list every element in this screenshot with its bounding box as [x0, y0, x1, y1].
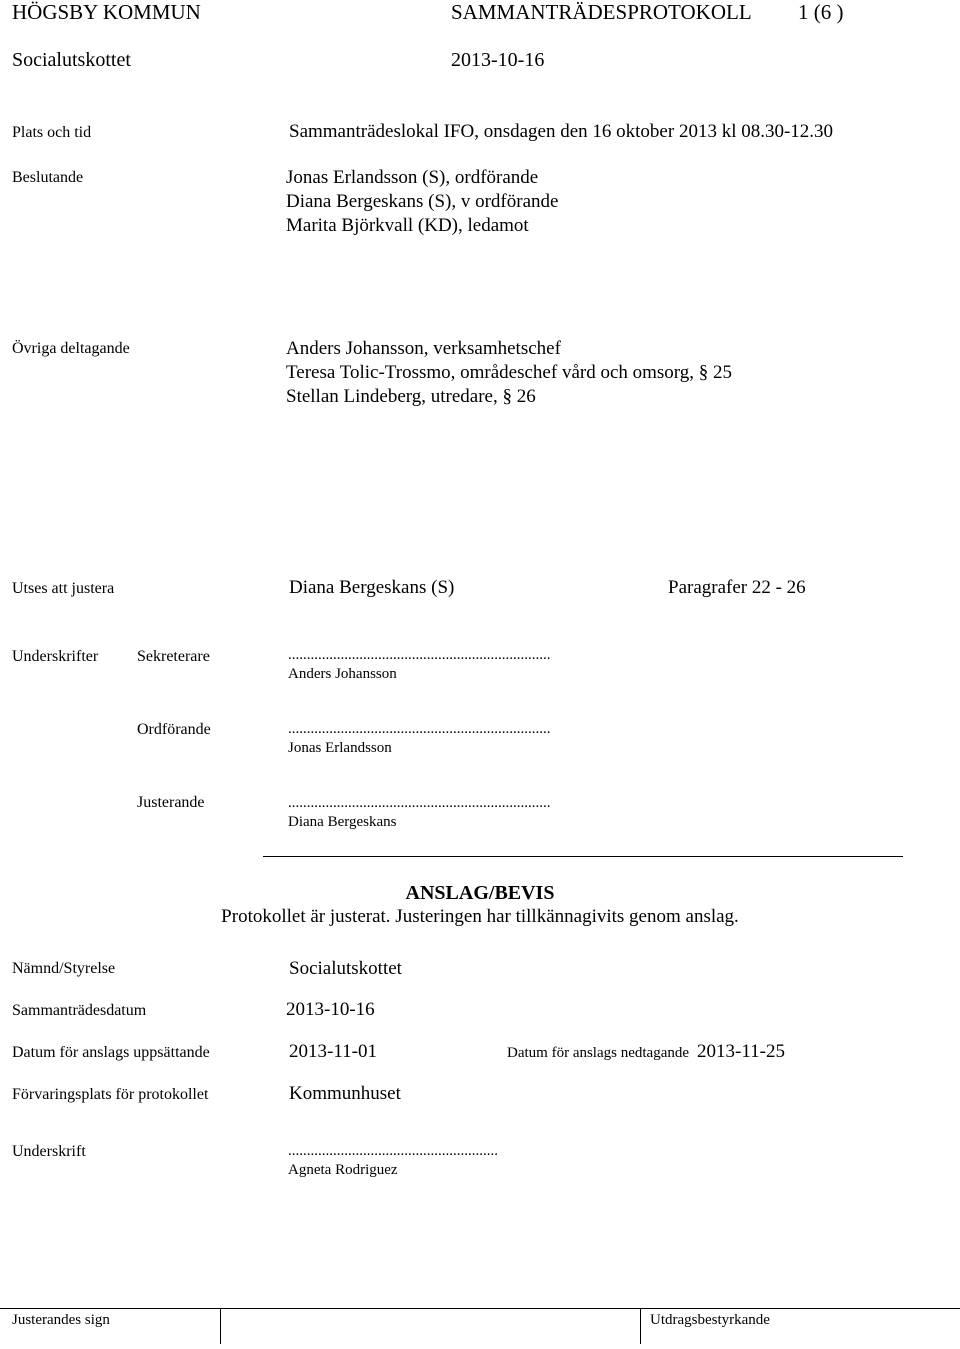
- storage-label: Förvaringsplats för protokollet: [12, 1086, 209, 1103]
- adjust-paragraphs: Paragrafer 22 - 26: [668, 577, 806, 598]
- other-participant: Teresa Tolic-Trossmo, områdeschef vård och omsorg, § 25: [286, 362, 733, 383]
- municipality-name: HÖGSBY KOMMUN: [12, 0, 201, 24]
- place-label: Plats och tid: [12, 124, 92, 141]
- adjuster-name: Diana Bergeskans: [288, 814, 397, 830]
- meeting-date-label: Sammanträdesdatum: [12, 1002, 147, 1019]
- document-type: SAMMANTRÄDESPROTOKOLL: [451, 0, 752, 24]
- removed-date-label: Datum för anslags nedtagande: [507, 1045, 690, 1061]
- posted-date-value: 2013-11-01: [289, 1041, 377, 1062]
- footer-adjuster-sign: Justerandes sign: [12, 1312, 110, 1328]
- removed-date-value: 2013-11-25: [697, 1041, 785, 1062]
- decision-maker: Jonas Erlandsson (S), ordförande: [286, 167, 539, 188]
- notice-signature-label: Underskrift: [12, 1143, 86, 1160]
- chair-name: Jonas Erlandsson: [288, 740, 392, 756]
- secretary-name: Anders Johansson: [288, 666, 397, 682]
- footer-divider-left: [220, 1308, 221, 1344]
- signatures-label: Underskrifter: [12, 648, 99, 665]
- page-number: 1 (6 ): [798, 0, 844, 24]
- place-value: Sammanträdeslokal IFO, onsdagen den 16 oktober 2013 kl 08.30-12.30: [289, 121, 834, 142]
- notice-title: ANSLAG/BEVIS: [405, 882, 555, 904]
- decision-makers-label: Beslutande: [12, 169, 84, 186]
- signature-line: ......................................................................: [288, 647, 551, 663]
- meeting-date: 2013-10-16: [451, 49, 545, 71]
- other-participants-label: Övriga deltagande: [12, 340, 130, 357]
- decision-maker: Diana Bergeskans (S), v ordförande: [286, 191, 559, 212]
- board-label: Nämnd/Styrelse: [12, 960, 116, 977]
- signature-line: ........................................................: [288, 1143, 498, 1159]
- decision-maker: Marita Björkvall (KD), ledamot: [286, 215, 529, 236]
- signature-line: ......................................................................: [288, 795, 551, 811]
- other-participant: Stellan Lindeberg, utredare, § 26: [286, 386, 536, 407]
- posted-date-label: Datum för anslags uppsättande: [12, 1044, 210, 1061]
- other-participant: Anders Johansson, verksamhetschef: [286, 338, 561, 359]
- adjuster-role: Justerande: [137, 794, 205, 811]
- footer-certification: Utdragsbestyrkande: [650, 1312, 770, 1328]
- committee-name: Socialutskottet: [12, 49, 131, 71]
- signature-line: ......................................................................: [288, 721, 551, 737]
- notice-signature-name: Agneta Rodriguez: [288, 1162, 398, 1178]
- storage-value: Kommunhuset: [289, 1083, 401, 1104]
- board-value: Socialutskottet: [289, 958, 402, 979]
- notice-subtitle: Protokollet är justerat. Justeringen har tillkännagivits genom anslag.: [221, 906, 739, 927]
- chair-role: Ordförande: [137, 721, 211, 738]
- section-divider: [263, 856, 903, 857]
- footer-top-rule: [0, 1308, 960, 1309]
- adjust-label: Utses att justera: [12, 580, 115, 597]
- footer-divider-right: [640, 1308, 641, 1344]
- adjust-person: Diana Bergeskans (S): [289, 577, 455, 598]
- secretary-role: Sekreterare: [137, 648, 210, 665]
- meeting-date-value: 2013-10-16: [286, 999, 375, 1020]
